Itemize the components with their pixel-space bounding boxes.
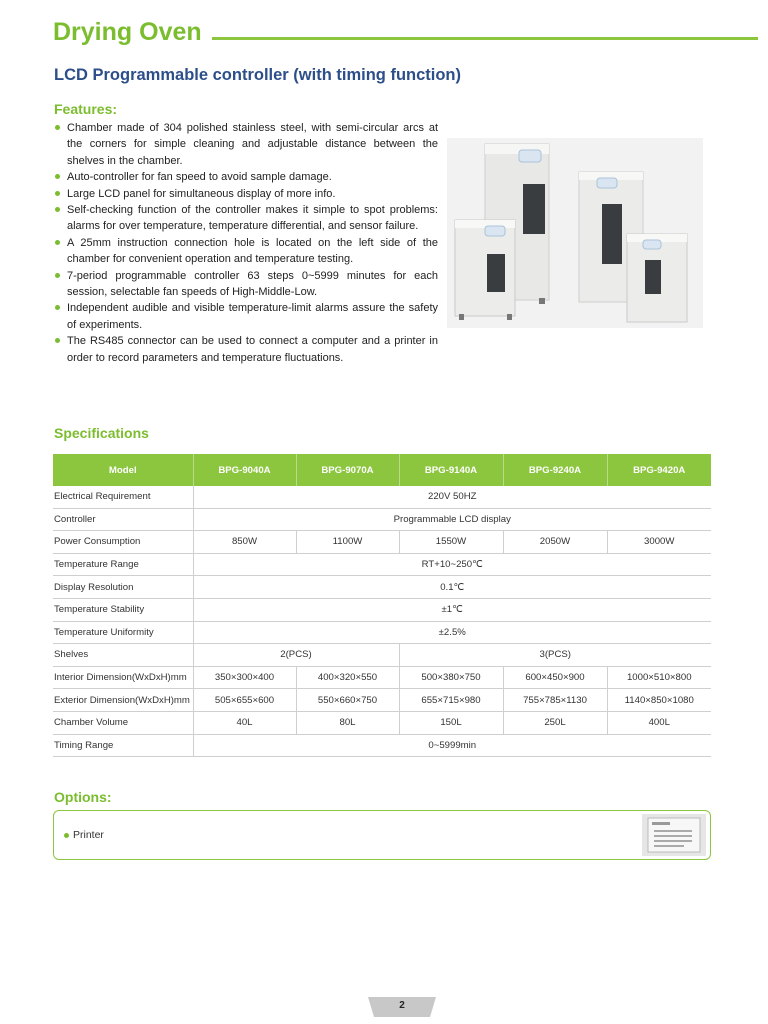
page-subtitle: LCD Programmable controller (with timing function) [54, 66, 462, 84]
bullet-icon [55, 191, 60, 196]
column-header: BPG-9240A [503, 454, 607, 486]
table-cell: 655×715×980 [399, 689, 503, 712]
option-item [64, 829, 104, 841]
table-cell: 1000×510×800 [607, 666, 711, 689]
table-row [53, 711, 711, 734]
feature-item [54, 333, 438, 366]
table-cell: 400×320×550 [296, 666, 399, 689]
table-row [53, 734, 711, 757]
feature-item [54, 202, 438, 235]
table-cell: 850W [193, 531, 296, 554]
title-underline [212, 37, 758, 40]
feature-item [54, 235, 438, 268]
table-cell: 3000W [607, 531, 711, 554]
table-cell: 550×660×750 [296, 689, 399, 712]
features-heading: Features: [54, 101, 118, 117]
feature-item [54, 300, 438, 333]
options-box [53, 810, 711, 860]
feature-item [54, 120, 438, 169]
table-row [53, 576, 711, 599]
feature-text: A 25mm instruction connection hole is located on the left side of the chamber for convenient operation and temperature testing. [67, 236, 438, 266]
table-row [53, 689, 711, 712]
row-label: Temperature Stability [53, 598, 193, 621]
table-row [53, 644, 711, 667]
row-label: Chamber Volume [53, 711, 193, 734]
feature-text: Large LCD panel for simultaneous display of more info. [67, 187, 336, 200]
table-cell: 250L [503, 711, 607, 734]
feature-item [54, 186, 438, 202]
bullet-icon [55, 207, 60, 212]
column-header: BPG-9420A [607, 454, 711, 486]
table-cell: 400L [607, 711, 711, 734]
feature-text: The RS485 connector can be used to connect a computer and a printer in order to record parameters and temperature fluctuations. [67, 335, 438, 364]
table-body [53, 486, 711, 757]
row-label: Timing Range [53, 734, 193, 757]
specifications-table [53, 454, 711, 757]
table-cell: ±1℃ [193, 598, 711, 621]
table-row [53, 508, 711, 531]
printer-icon [642, 814, 706, 856]
table-cell: 500×380×750 [399, 666, 503, 689]
drying-oven-product-photo [447, 138, 703, 328]
table-row [53, 486, 711, 508]
table-row [53, 666, 711, 689]
feature-item [54, 169, 438, 185]
oven-small-right [627, 234, 687, 322]
oven-small-left [455, 220, 515, 320]
table-cell: 40L [193, 711, 296, 734]
feature-item [54, 268, 438, 301]
table-cell: 600×450×900 [503, 666, 607, 689]
row-label: Display Resolution [53, 576, 193, 599]
table-cell: ±2.5% [193, 621, 711, 644]
options-heading: Options: [54, 789, 112, 805]
table-cell: 3(PCS) [399, 644, 711, 667]
table-cell: 1550W [399, 531, 503, 554]
row-label: Controller [53, 508, 193, 531]
feature-text: Chamber made of 304 polished stainless steel, with semi-circular arcs at the corners for simple cleaning and adjustable distance between the shelves in the chamber. [67, 122, 438, 167]
row-label: Shelves [53, 644, 193, 667]
table-cell: 80L [296, 711, 399, 734]
table-cell: 2050W [503, 531, 607, 554]
column-header: BPG-9040A [193, 454, 296, 486]
table-cell: 755×785×1130 [503, 689, 607, 712]
specifications-heading: Specifications [54, 425, 149, 441]
column-header: BPG-9140A [399, 454, 503, 486]
table-row [53, 531, 711, 554]
oven-illustration [447, 138, 703, 328]
row-label: Temperature Range [53, 553, 193, 576]
bullet-icon [55, 305, 60, 310]
row-label: Electrical Requirement [53, 486, 193, 508]
row-label: Temperature Uniformity [53, 621, 193, 644]
feature-text: Auto-controller for fan speed to avoid sample damage. [67, 171, 332, 184]
table-cell: 0~5999min [193, 734, 711, 757]
bullet-icon [55, 240, 60, 245]
bullet-icon [55, 273, 60, 278]
feature-text: 7-period programmable controller 63 steps 0~5999 minutes for each session, selectable fan speeds of High-Middle-Low. [67, 269, 438, 299]
column-header-model: Model [53, 454, 193, 486]
features-list [54, 120, 438, 366]
page-number: 2 [399, 1000, 405, 1011]
row-label: Interior Dimension(WxDxH)mm [53, 666, 193, 689]
table-cell: 0.1℃ [193, 576, 711, 599]
bullet-icon [55, 338, 60, 343]
bullet-icon [55, 125, 60, 130]
table-row [53, 621, 711, 644]
row-label: Exterior Dimension(WxDxH)mm [53, 689, 193, 712]
bullet-icon [64, 833, 69, 838]
table-header-row [53, 454, 711, 486]
table-cell: 150L [399, 711, 503, 734]
bullet-icon [55, 174, 60, 179]
column-header: BPG-9070A [296, 454, 399, 486]
table-cell: 1100W [296, 531, 399, 554]
table-cell: 1140×850×1080 [607, 689, 711, 712]
table-cell: 505×655×600 [193, 689, 296, 712]
table-cell: 2(PCS) [193, 644, 399, 667]
feature-text: Self-checking function of the controller makes it simple to spot problems: alarms for over temperature, temperature differential, and sensor failure. [67, 204, 438, 233]
table-cell: Programmable LCD display [193, 508, 711, 531]
option-label: Printer [73, 829, 104, 841]
table-cell: 220V 50HZ [193, 486, 711, 508]
row-label: Power Consumption [53, 531, 193, 554]
table-row [53, 553, 711, 576]
feature-text: Independent audible and visible temperature-limit alarms assure the safety of experiments. [67, 302, 438, 331]
table-cell: RT+10~250℃ [193, 553, 711, 576]
page-title: Drying Oven [53, 18, 202, 46]
table-cell: 350×300×400 [193, 666, 296, 689]
table-row [53, 598, 711, 621]
